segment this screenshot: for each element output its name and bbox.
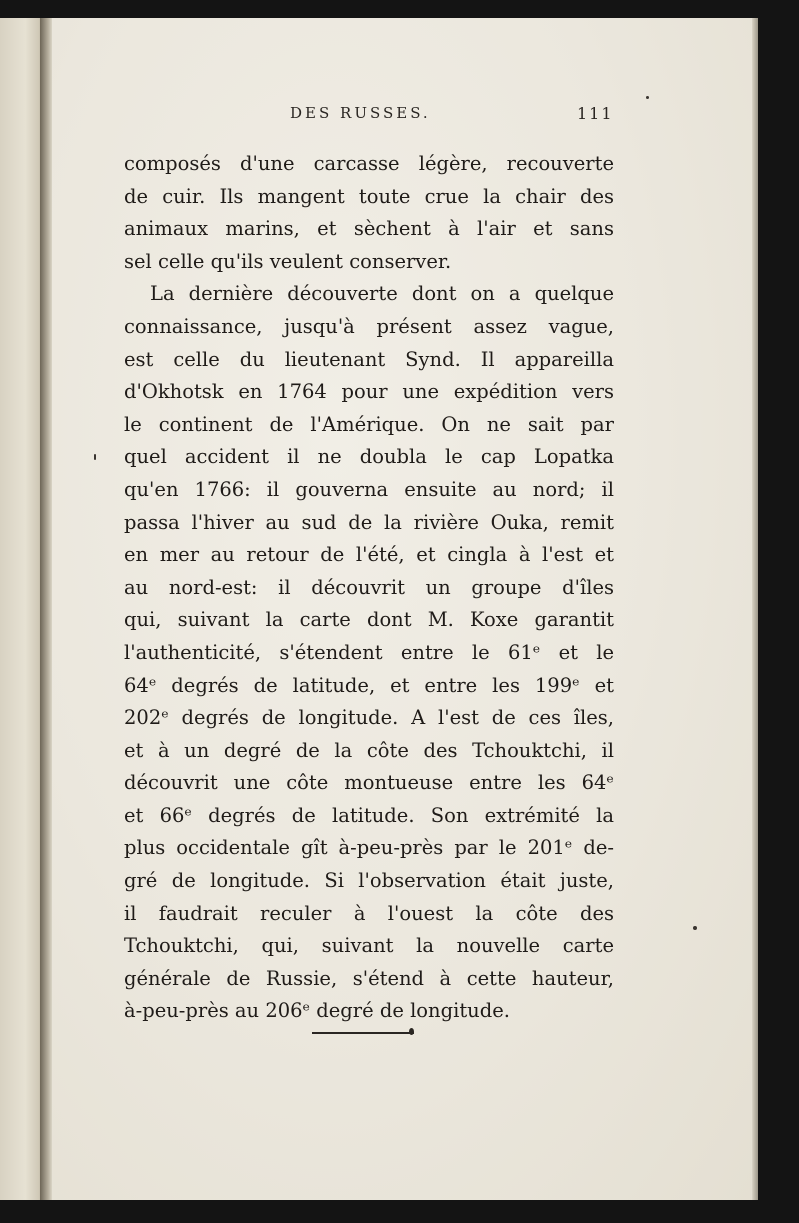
page-number: 111 — [577, 104, 614, 123]
text-line: générale de Russie, s'étend à cette hauteur, — [124, 966, 614, 990]
text-line: au nord-est: il découvrit un groupe d'îles — [124, 575, 614, 599]
text-line: est celle du lieutenant Synd. Il appareilla — [124, 347, 614, 371]
text-line: qui, suivant la carte dont M. Koxe garantit — [124, 608, 614, 632]
text-line: qu'en 1766: il gouverna ensuite au nord; il — [124, 477, 614, 501]
ink-speck — [693, 926, 697, 930]
text-line: de cuir. Ils mangent toute crue la chair des — [124, 184, 614, 208]
text-line: en mer au retour de l'été, et cingla à l'est et — [124, 543, 614, 567]
text-line: animaux marins, et sèchent à l'air et sans — [124, 217, 614, 241]
ink-speck — [646, 96, 649, 99]
text-line: composés d'une carcasse légère, recouverte — [124, 152, 614, 175]
text-line: et à un degré de la côte des Tchouktchi, il — [124, 738, 614, 762]
text-line: quel accident il ne doubla le cap Lopatka — [124, 445, 614, 469]
text-line: La dernière découverte dont on a quelque — [150, 282, 614, 306]
text-line: gré de longitude. Si l'observation était juste, — [124, 869, 614, 893]
end-rule-dot — [409, 1028, 414, 1035]
body-text — [124, 148, 614, 1028]
text-line: 202ᵉ degrés de longitude. A l'est de ces îles, — [124, 706, 614, 730]
text-line: et 66ᵉ degrés de latitude. Son extrémité la — [124, 803, 614, 827]
text-line: connaissance, jusqu'à présent assez vague, — [124, 314, 614, 338]
text-line: plus occidentale gît à-peu-près par le 201ᵉ de- — [124, 836, 614, 860]
text-line: passa l'hiver au sud de la rivière Ouka, remit — [124, 510, 614, 534]
running-title: DES RUSSES. — [290, 104, 431, 122]
text-line: à-peu-près au 206ᵉ degré de longitude. — [124, 999, 510, 1023]
text-line: sel celle qu'ils veulent conserver. — [124, 249, 452, 273]
running-head — [52, 104, 756, 130]
text-line: d'Okhotsk en 1764 pour une expédition vers — [124, 380, 614, 404]
text-line: l'authenticité, s'étendent entre le 61ᵉ et le — [124, 640, 614, 664]
text-line: il faudrait reculer à l'ouest la côte des — [124, 901, 614, 925]
page-right-edge — [752, 18, 758, 1200]
text-line: découvrit une côte montueuse entre les 64ᵉ — [124, 771, 614, 795]
text-line: le continent de l'Amérique. On ne sait par — [124, 412, 614, 436]
ink-speck — [94, 454, 96, 460]
end-rule — [312, 1032, 414, 1034]
text-line: Tchouktchi, qui, suivant la nouvelle carte — [124, 934, 614, 958]
text-line: 64ᵉ degrés de latitude, et entre les 199ᵉ et — [124, 673, 614, 697]
